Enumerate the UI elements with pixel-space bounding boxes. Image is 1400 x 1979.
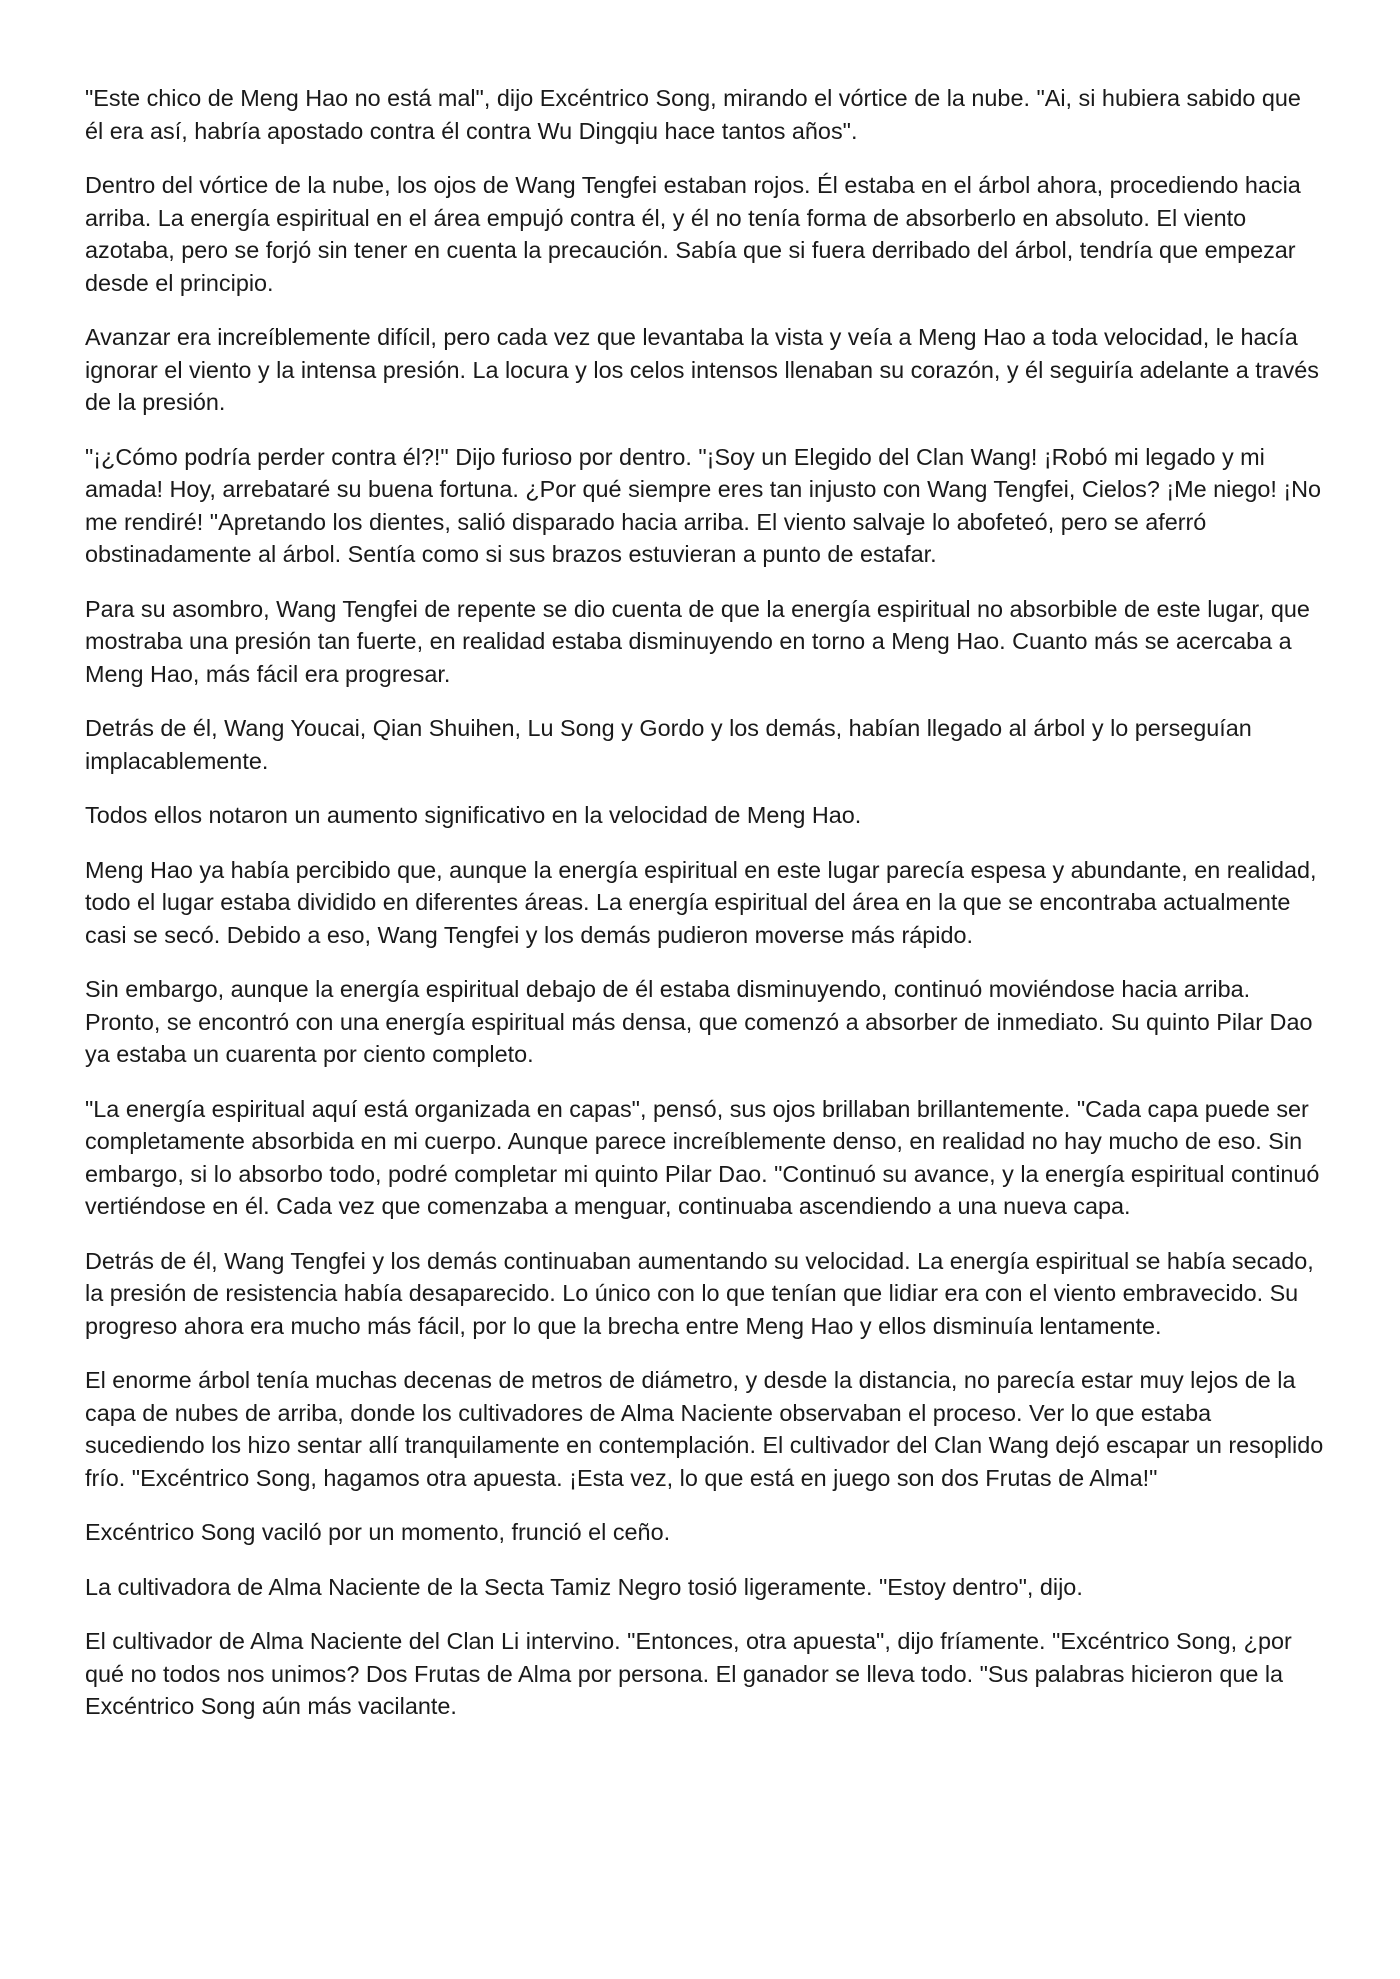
paragraph: "Este chico de Meng Hao no está mal", dijo Excéntrico Song, mirando el vórtice de la nube. "Ai, si hubiera sabido que él era así, habría apostado contra él contra Wu Dingqiu hace tantos años".: [85, 85, 1301, 144]
document-page: [85, 82, 1325, 1745]
paragraph: Todos ellos notaron un aumento significativo en la velocidad de Meng Hao.: [85, 802, 862, 828]
paragraph: Dentro del vórtice de la nube, los ojos de Wang Tengfei estaban rojos. Él estaba en el árbol ahora, procediendo hacia arriba. La energía espiritual en el área empujó contra él, y él no tenía forma de absorberlo en absoluto. El viento azotaba, pero se forjó sin tener en cuenta la precaución. Sabía que si fuera derribado del árbol, tendría que empezar desde el principio.: [85, 172, 1301, 296]
paragraph: Detrás de él, Wang Youcai, Qian Shuihen, Lu Song y Gordo y los demás, habían llegado al árbol y lo perseguían implacablemente.: [85, 715, 1252, 774]
paragraph: Sin embargo, aunque la energía espiritual debajo de él estaba disminuyendo, continuó moviéndose hacia arriba. Pronto, se encontró con una energía espiritual más densa, que comenzó a absorber de inmediato. Su quinto Pilar Dao ya estaba un cuarenta por ciento completo.: [85, 976, 1313, 1067]
paragraph: Meng Hao ya había percibido que, aunque la energía espiritual en este lugar parecía espesa y abundante, en realidad, todo el lugar estaba dividido en diferentes áreas. La energía espiritual del área en la que se encontraba actualmente casi se secó. Debido a eso, Wang Tengfei y los demás pudieron moverse más rápido.: [85, 856, 1317, 948]
paragraph: El cultivador de Alma Naciente del Clan Li intervino. "Entonces, otra apuesta", dijo fríamente. "Excéntrico Song, ¿por qué no todos nos unimos? Dos Frutas de Alma por persona. El ganador se lleva todo. "Sus palabras hicieron que la Excéntrico Song aún más vacilante.: [85, 1628, 1292, 1719]
paragraph: "¡¿Cómo podría perder contra él?!" Dijo furioso por dentro. "¡Soy un Elegido del Clan Wang! ¡Robó mi legado y mi amada! Hoy, arrebataré su buena fortuna. ¿Por qué siempre eres tan injusto con Wang Tengfei, Cielos? ¡Me niego! ¡No me rendiré! "Apretando los dientes, salió disparado hacia arriba. El viento salvaje lo abofeteó, pero se aferró obstinadamente al árbol. Sentía como si sus brazos estuvieran a punto de estafar.: [85, 443, 1322, 567]
paragraph: Detrás de él, Wang Tengfei y los demás continuaban aumentando su velocidad. La energía espiritual se había secado, la presión de resistencia había desaparecido. Lo único con lo que tenían que lidiar era con el viento embravecido. Su progreso ahora era mucho más fácil, por lo que la brecha entre Meng Hao y ellos disminuía lentamente.: [85, 1247, 1314, 1339]
paragraph: El enorme árbol tenía muchas decenas de metros de diámetro, y desde la distancia, no parecía estar muy lejos de la capa de nubes de arriba, donde los cultivadores de Alma Naciente observaban el proceso. Ver lo que estaba sucediendo los hizo sentar allí tranquilamente en contemplación. El cultivador del Clan Wang dejó escapar un resoplido frío. "Excéntrico Song, hagamos otra apuesta. ¡Esta vez, lo que está en juego son dos Frutas de Alma!": [85, 1367, 1324, 1491]
paragraph: Avanzar era increíblemente difícil, pero cada vez que levantaba la vista y veía a Meng Hao a toda velocidad, le hacía ignorar el viento y la intensa presión. La locura y los celos intensos llenaban su corazón, y él seguiría adelante a través de la presión.: [85, 324, 1319, 415]
paragraph: Excéntrico Song vaciló por un momento, frunció el ceño.: [85, 1519, 671, 1545]
paragraph: Para su asombro, Wang Tengfei de repente se dio cuenta de que la energía espiritual no absorbible de este lugar, que mostraba una presión tan fuerte, en realidad estaba disminuyendo en torno a Meng Hao. Cuanto más se acercaba a Meng Hao, más fácil era progresar.: [85, 595, 1310, 687]
paragraph: La cultivadora de Alma Naciente de la Secta Tamiz Negro tosió ligeramente. "Estoy dentro", dijo.: [85, 1573, 1083, 1600]
paragraph: "La energía espiritual aquí está organizada en capas", pensó, sus ojos brillaban brillantemente. "Cada capa puede ser completamente absorbida en mi cuerpo. Aunque parece increíblemente denso, en realidad no hay mucho de eso. Sin embargo, si lo absorbo todo, podré completar mi quinto Pilar Dao. "Continuó su avance, y la energía espiritual continuó vertiéndose en él. Cada vez que comenzaba a menguar, continuaba ascendiendo a una nueva capa.: [85, 1095, 1320, 1219]
